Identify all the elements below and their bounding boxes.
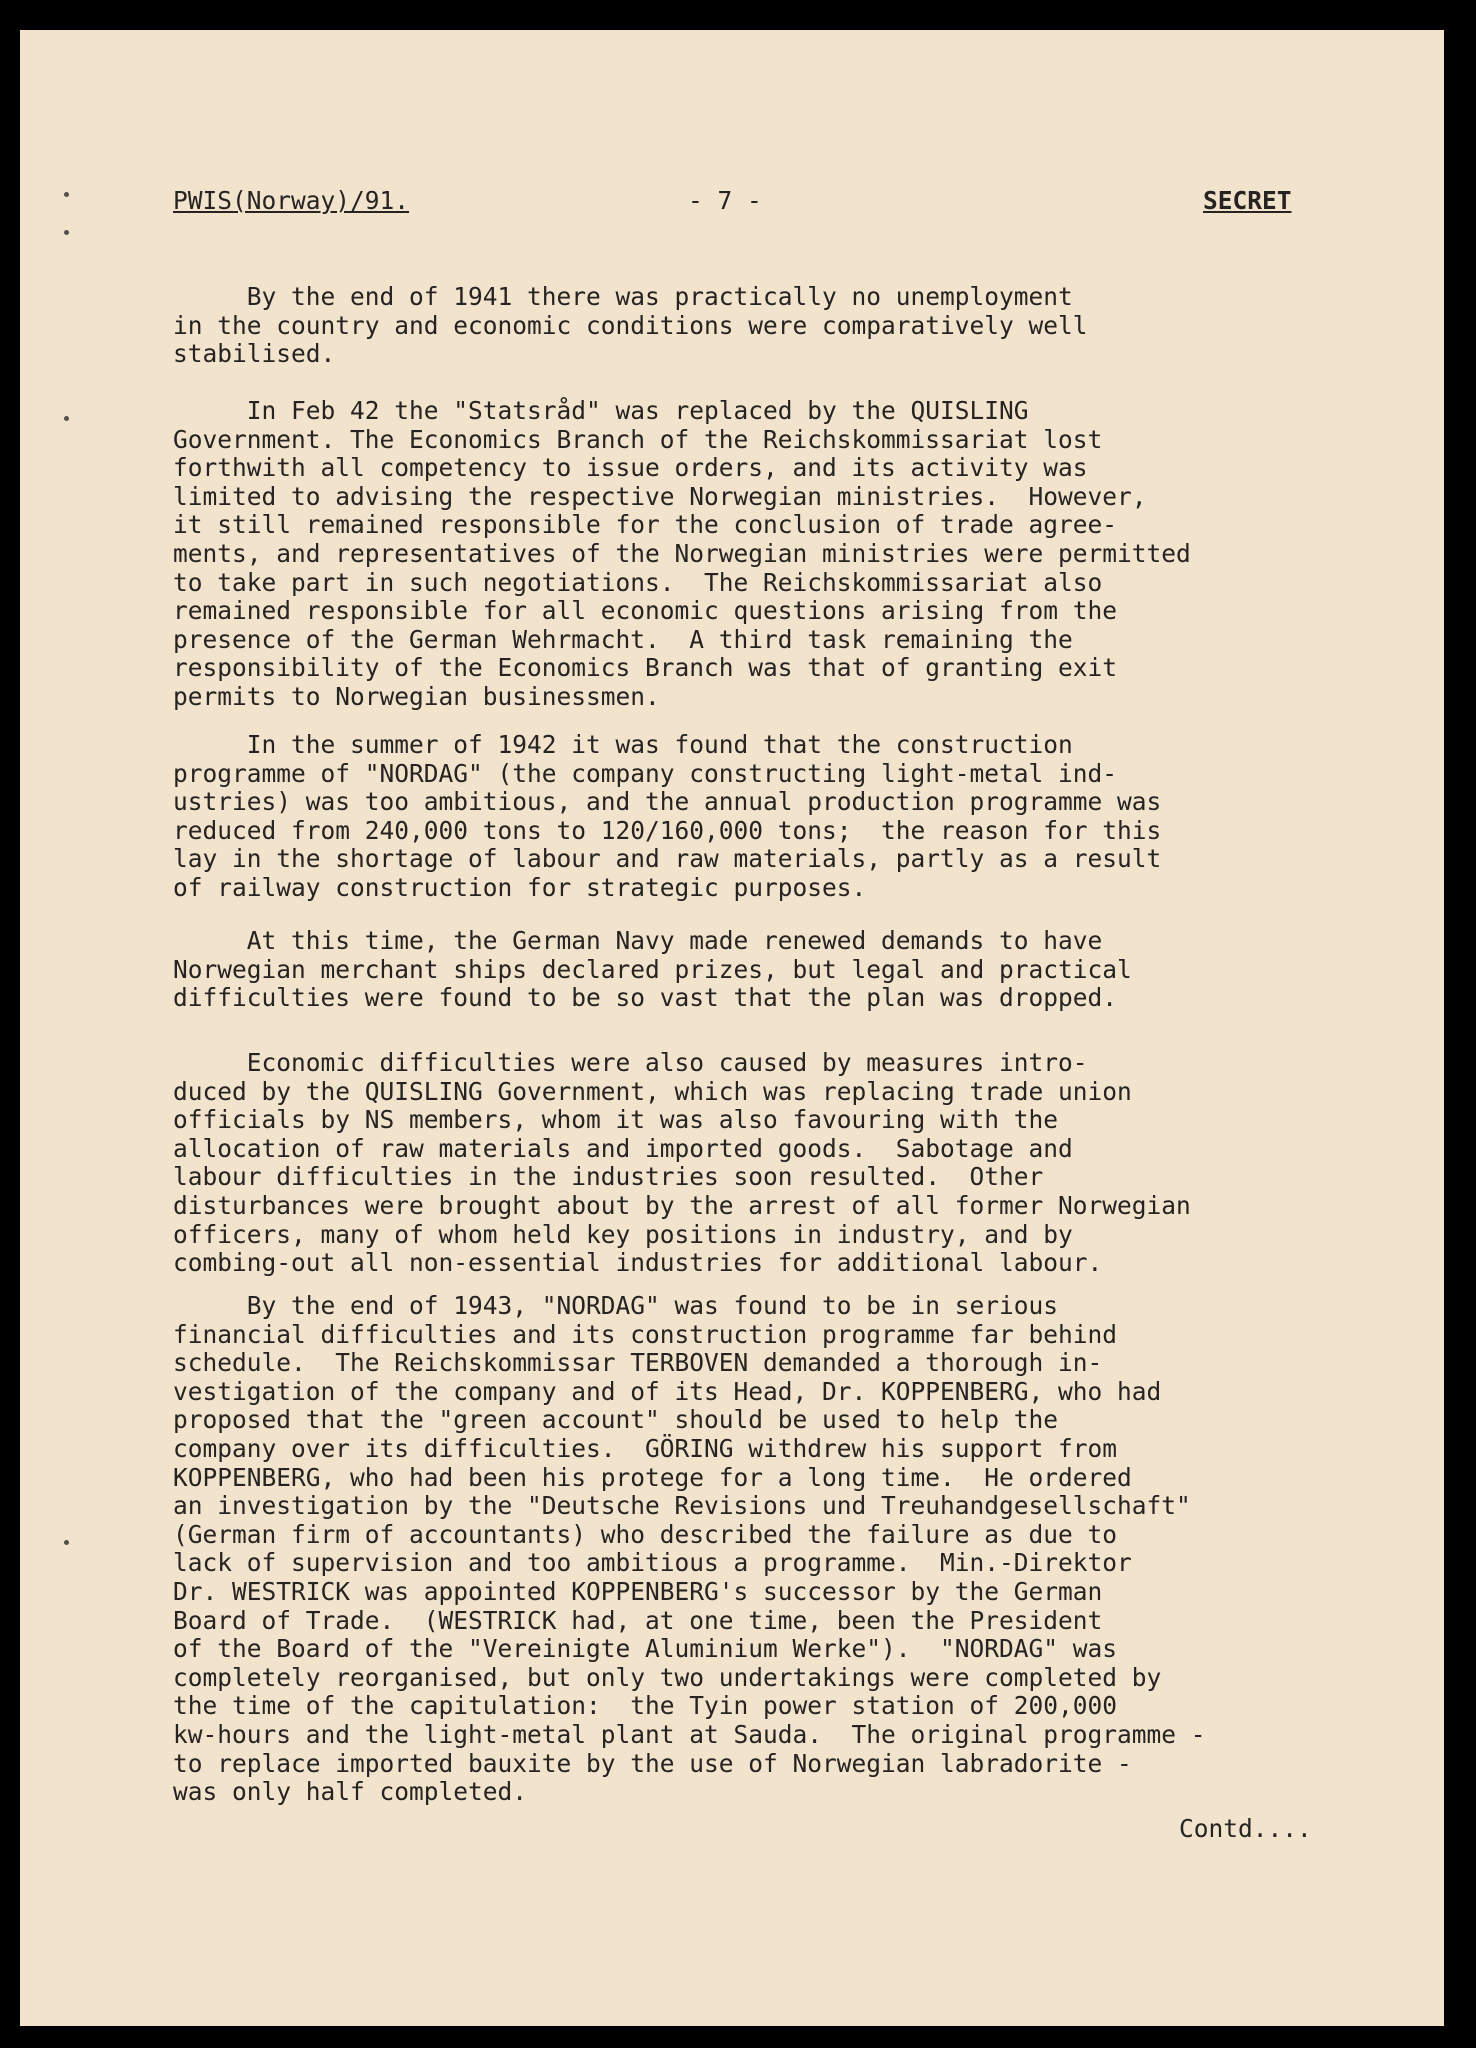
paragraph-nordag-1942: In the summer of 1942 it was found that the construction programme of "NORDAG" (the company constructing light-metal ind- ustries) was too ambitious, and the annual production programme was reduced from 240,000 tons to 120/160,000 tons; the reason for this lay in the shortage of labour and raw materials, partly as a result of railway construction for strategic purposes. (173, 730, 1162, 902)
paragraph-nordag-1943: By the end of 1943, "NORDAG" was found to be in serious financial difficulties and its construction programme far behind schedule. The Reichskommissar TERBOVEN demanded a thorough in- vestigation of the company and of its Head, Dr. KOPPENBERG, who had proposed that the "green account" should be used to help the company over its difficulties. GÖRING withdrew his support from KOPPENBERG, who had been his protege for a long time. He ordered an investigation by the "Deutsche Revisions und Treuhandgesellschaft" (German firm of accountants) who described the failure as due to lack of supervision and too ambitious a programme. Min.-Direktor Dr. WESTRICK was appointed KOPPENBERG's successor by the German Board of Trade. (WESTRICK had, at one time, been the President of the Board of the "Vereinigte Aluminium Werke"). "NORDAG" was completely reorganised, but only two undertakings were completed by the time of the capitulation: the Tyin power station of 200,000 kw-hours and the light-metal plant at Sauda. The original programme - to replace imported bauxite by the use of Norwegian labradorite - was only half completed. (173, 1291, 1206, 1807)
page-number: - 7 - (688, 186, 762, 215)
paragraph-quisling-government: In Feb 42 the "Statsråd" was replaced by the QUISLING Government. The Economics Branch of the Reichskommissariat lost forthwith all competency to issue orders, and its activity was limited to advising the respective Norwegian ministries. However, it still remained responsible for the conclusion of trade agree- ments, and representatives of the Norwegian ministries were permitted to take part in such negotiations. The Reichskommissariat also remained responsible for all economic questions arising from the presence of the German Wehrmacht. A third task remaining the responsibility of the Economics Branch was that of granting exit permits to Norwegian businessmen. (173, 396, 1191, 711)
continuation-marker: Contd.... (1179, 1814, 1312, 1843)
paragraph-economic-difficulties: Economic difficulties were also caused by measures intro- duced by the QUISLING Government, which was replacing trade union officials by NS members, whom it was also favouring with the allocation of raw materials and imported goods. Sabotage and labour difficulties in the industries soon resulted. Other disturbances were brought about by the arrest of all former Norwegian officers, many of whom held key positions in industry, and by combing-out all non-essential industries for additional labour. (173, 1048, 1191, 1278)
typed-text (20, 30, 1444, 2026)
document-page (20, 30, 1444, 2026)
classification-marking: SECRET (1203, 186, 1292, 215)
paragraph-1941-employment: By the end of 1941 there was practically no unemployment in the country and economic conditions were comparatively well stabilised. (173, 282, 1088, 369)
paragraph-german-navy: At this time, the German Navy made renewed demands to have Norwegian merchant ships declared prizes, but legal and practical difficulties were found to be so vast that the plan was dropped. (173, 926, 1132, 1013)
document-reference: PWIS(Norway)/91. (173, 186, 410, 215)
